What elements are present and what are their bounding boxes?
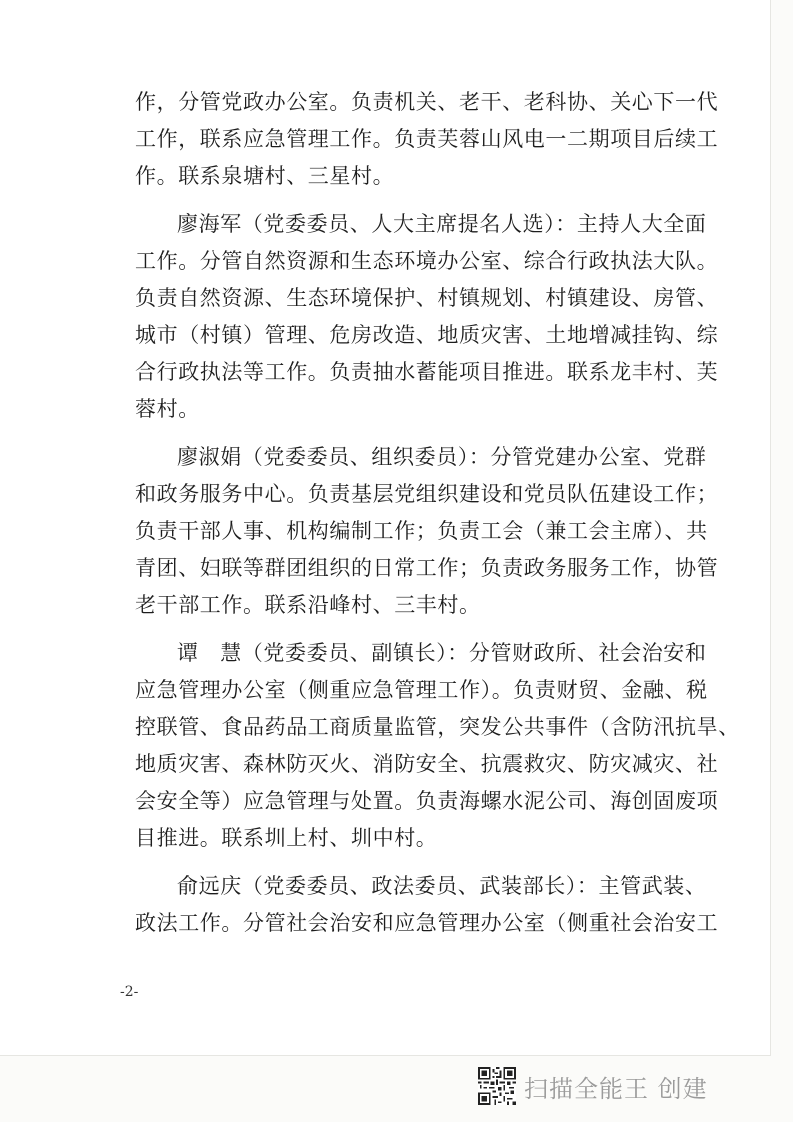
- text-line: 青团、妇联等群团组织的日常工作；负责政务服务工作，协管: [135, 556, 719, 580]
- watermark-label: 扫描全能王 创建: [524, 1074, 708, 1103]
- paragraph: [135, 206, 719, 428]
- qr-code-icon: [478, 1067, 516, 1105]
- page-number: -2-: [120, 984, 139, 1000]
- text-line: 作。联系泉塘村、三星村。: [135, 164, 395, 188]
- document-body: [135, 84, 740, 942]
- scanner-watermark: [478, 1067, 708, 1105]
- text-line: 俞远庆（党委委员、政法委员、武装部长）：主管武装、: [177, 874, 707, 898]
- text-line: 应急管理办公室（侧重应急管理工作）。负责财贸、金融、税: [135, 678, 708, 702]
- text-line: 工作，联系应急管理工作。负责芙蓉山风电一二期项目后续工: [135, 127, 719, 151]
- text-line: 地质灾害、森林防灭火、消防安全、抗震救灾、防灾减灾、社: [135, 752, 719, 776]
- text-line: 蓉村。: [135, 397, 200, 421]
- text-line: 控联管、食品药品工商质量监管，突发公共事件（含防汛抗旱、: [135, 715, 740, 739]
- text-line: 负责干部人事、机构编制工作；负责工会（兼工会主席）、共: [135, 519, 708, 543]
- text-line: 工作。分管自然资源和生态环境办公室、综合行政执法大队。: [135, 249, 719, 273]
- text-line: 廖海军（党委委员、人大主席提名人选）：主持人大全面: [177, 212, 707, 236]
- text-line: 作，分管党政办公室。负责机关、老干、老科协、关心下一代: [135, 90, 719, 114]
- text-line: 城市（村镇）管理、危房改造、地质灾害、土地增减挂钩、综: [135, 323, 719, 347]
- paragraph: [135, 635, 740, 857]
- paragraph: [135, 439, 719, 624]
- text-line: 廖淑娟（党委委员、组织委员）：分管党建办公室、党群: [177, 445, 707, 469]
- text-line: 和政务服务中心。负责基层党组织建设和党员队伍建设工作；: [135, 482, 719, 506]
- text-line: 合行政执法等工作。负责抽水蓄能项目推进。联系龙丰村、芙: [135, 360, 719, 384]
- text-line: 负责自然资源、生态环境保护、村镇规划、村镇建设、房管、: [135, 286, 719, 310]
- paragraph: [135, 84, 719, 195]
- text-line: 会安全等）应急管理与处置。负责海螺水泥公司、海创固废项: [135, 789, 719, 813]
- text-line: 谭 慧（党委委员、副镇长）：分管财政所、社会治安和: [177, 641, 707, 665]
- text-line: 目推进。联系圳上村、圳中村。: [135, 826, 438, 850]
- text-line: 老干部工作。联系沿峰村、三丰村。: [135, 593, 481, 617]
- text-line: 政法工作。分管社会治安和应急管理办公室（侧重社会治安工: [135, 911, 719, 935]
- paragraph: [135, 868, 719, 942]
